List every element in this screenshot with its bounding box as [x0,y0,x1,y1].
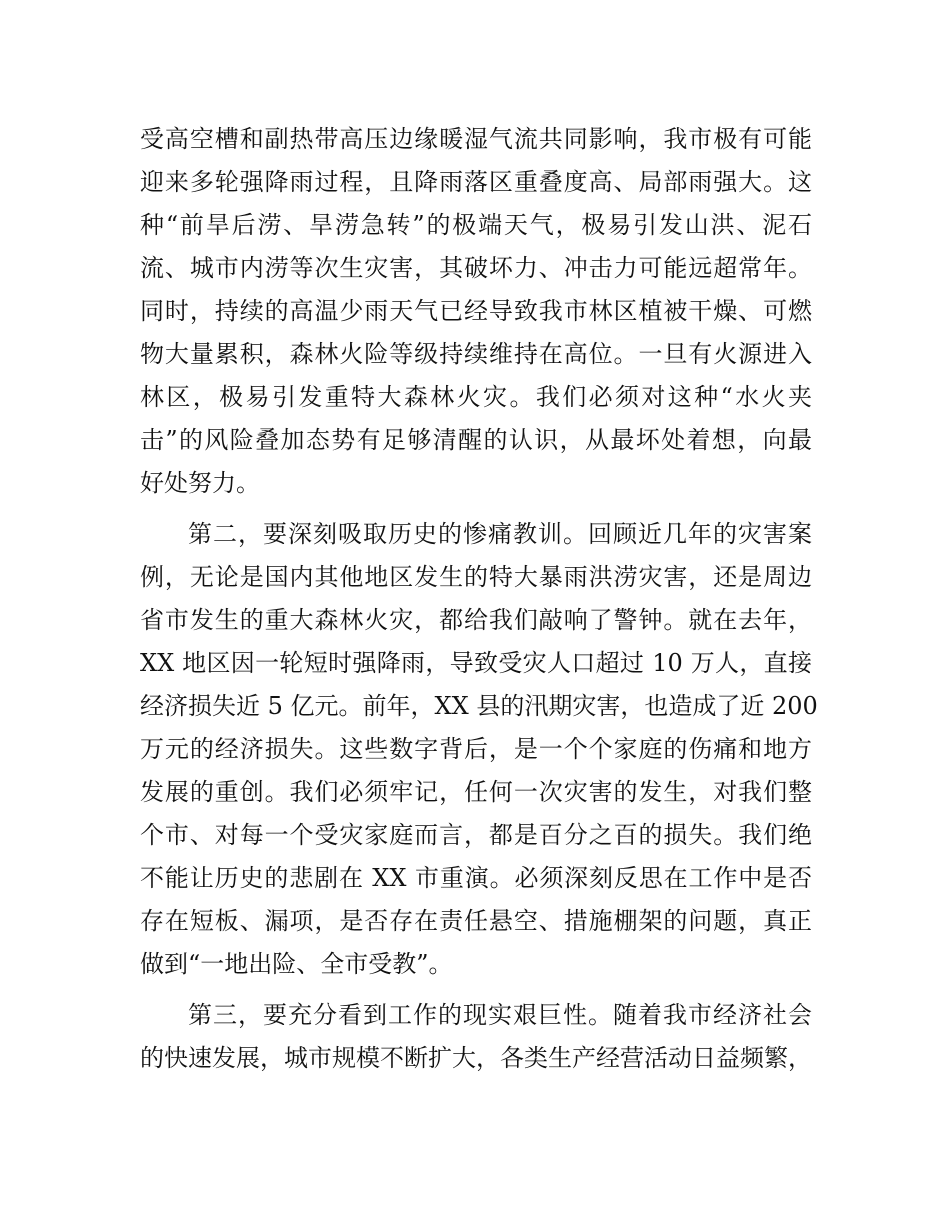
document-body [140,118,818,1080]
text-line: 省市发生的重大森林火灾，都给我们敲响了警钟。就在去年， [140,606,812,634]
text-line: 好处努力。 [140,469,260,497]
text-line: 发展的重创。我们必须牢记，任何一次灾害的发生，对我们整 [140,778,812,806]
text-line: 万元的经济损失。这些数字背后，是一个个家庭的伤痛和地方 [140,735,812,763]
text-line: 的快速发展，城市规模不断扩大，各类生产经营活动日益频繁， [140,1044,812,1072]
text-line: 击”的风险叠加态势有足够清醒的认识，从最坏处着想，向最 [140,426,812,454]
text-line: XX 地区因一轮短时强降雨，导致受灾人口超过 10 万人，直接 [140,649,812,677]
text-line: 种“前旱后涝、旱涝急转”的极端天气，极易引发山洪、泥石 [140,211,812,239]
text-line: 例，无论是国内其他地区发生的特大暴雨洪涝灾害，还是周边 [140,563,812,591]
text-line: 经济损失近 5 亿元。前年，XX 县的汛期灾害，也造成了近 200 [140,692,818,720]
text-line: 第二，要深刻吸取历史的惨痛教训。回顾近几年的灾害案 [188,520,812,548]
text-line: 林区，极易引发重特大森林火灾。我们必须对这种“水火夹 [140,383,812,411]
text-line: 个市、对每一个受灾家庭而言，都是百分之百的损失。我们绝 [140,821,812,849]
text-line: 第三，要充分看到工作的现实艰巨性。随着我市经济社会 [188,1001,812,1029]
text-line: 不能让历史的悲剧在 XX 市重演。必须深刻反思在工作中是否 [140,864,812,892]
text-line: 同时，持续的高温少雨天气已经导致我市林区植被干燥、可燃 [140,297,812,325]
paragraph-1 [140,118,812,505]
paragraph-gap [140,505,812,513]
text-line: 流、城市内涝等次生灾害，其破坏力、冲击力可能远超常年。 [140,254,812,282]
text-line: 存在短板、漏项，是否存在责任悬空、措施棚架的问题，真正 [140,907,812,935]
paragraph-gap [140,986,812,994]
paragraph-2 [140,513,818,986]
text-line: 做到“一地出险、全市受教”。 [140,950,453,978]
text-line: 受高空槽和副热带高压边缘暖湿气流共同影响，我市极有可能 [140,125,812,153]
text-line: 迎来多轮强降雨过程，且降雨落区重叠度高、局部雨强大。这 [140,168,812,196]
paragraph-3 [140,994,812,1080]
text-line: 物大量累积，森林火险等级持续维持在高位。一旦有火源进入 [140,340,812,368]
